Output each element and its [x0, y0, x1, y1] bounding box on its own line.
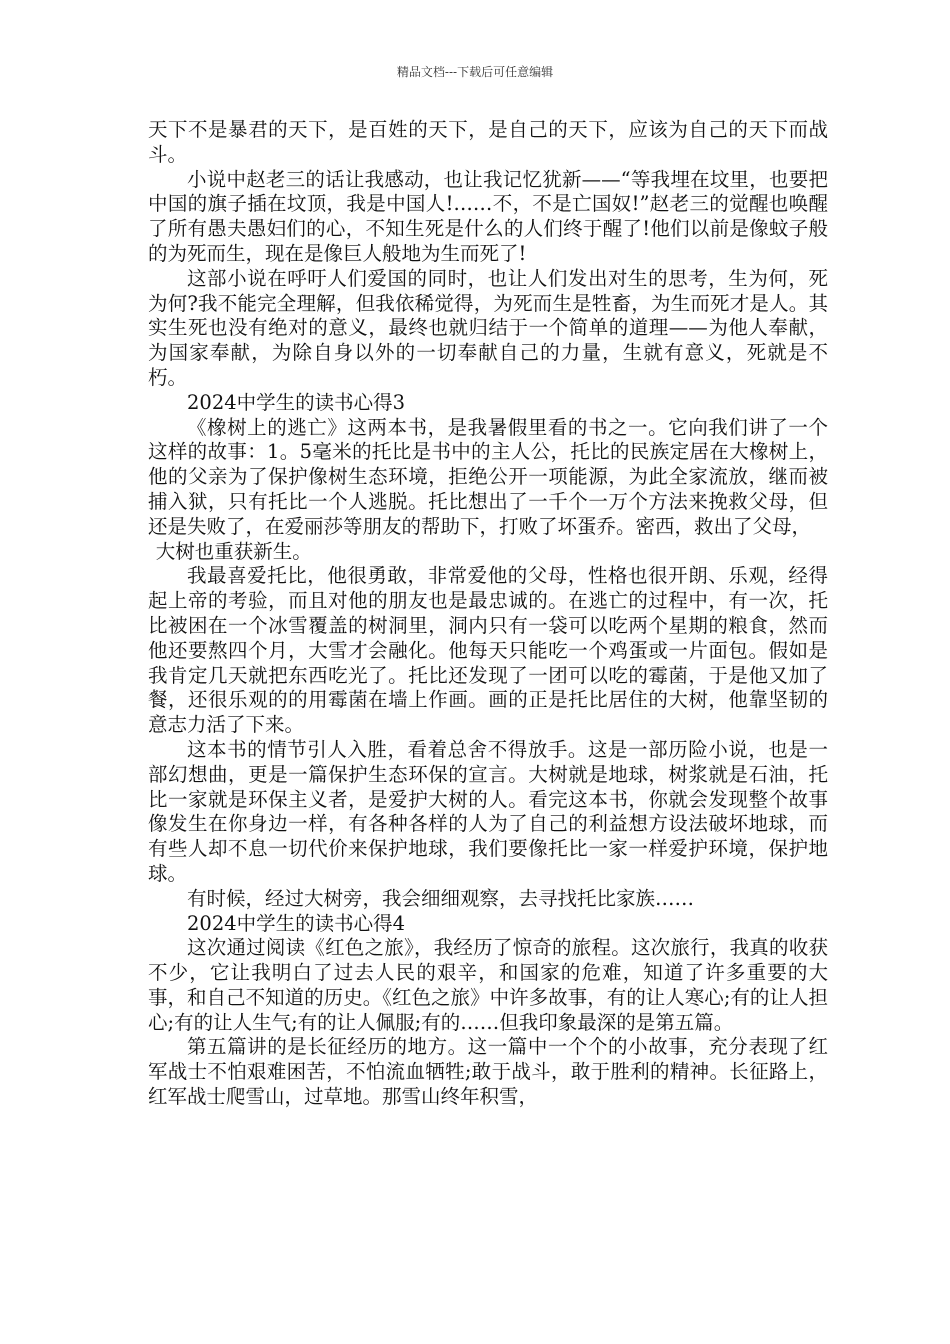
paragraph-11: 这次通过阅读《红色之旅》，我经历了惊奇的旅程。这次旅行，我真的收获不少，它让我明白了过去人民的艰辛，和国家的危难，知道了许多重要的大事，和自己不知道的历史。《红色之旅》中许多故事，有的让人寒心;有的让人担心;有的让人生气;有的让人佩服;有的……但我印象最深的是第五篇。: [148, 936, 828, 1034]
paragraph-3: 这部小说在呼吁人们爱国的同时，也让人们发出对生的思考，生为何，死为何?我不能完全理解，但我依稀觉得，为死而生是牲畜，为生而死才是人。其实生死也没有绝对的意义，最终也就归结于一个简单的道理——为他人奉献，为国家奉献，为除自身以外的一切奉献自己的力量，生就有意义，死就是不朽。: [148, 266, 828, 389]
paragraph-2: 小说中赵老三的话让我感动，也让我记忆犹新——“等我埋在坟里，也要把中国的旗子插在坟顶，我是中国人!……不，不是亡国奴!”赵老三的觉醒也唤醒了所有愚夫愚妇们的心，不知生死是什么的人们终于醒了!他们以前是像蚊子般的为死而生，现在是像巨人般地为生而死了!: [148, 167, 828, 265]
paragraph-8: 这本书的情节引人入胜，看着总舍不得放手。这是一部历险小说，也是一部幻想曲，更是一篇保护生态环保的宣言。大树就是地球，树浆就是石油，托比一家就是环保主义者，是爱护大树的人。看完这本书，你就会发现整个故事像发生在你身边一样，有各种各样的人为了自己的利益想方设法破坏地球，而有些人却不息一切代价来保护地球，我们要像托比一家一样爱护环境，保护地球。: [148, 737, 828, 885]
paragraph-6: 大树也重获新生。: [155, 539, 312, 563]
section-heading-4: 2024中学生的读书心得4: [187, 911, 406, 935]
paragraph-5: 《橡树上的逃亡》这两本书，是我暑假里看的书之一。它向我们讲了一个这样的故事：1。5毫米的托比是书中的主人公，托比的民族定居在大橡树上，他的父亲为了保护像树生态环境，拒绝公开一项能源，为此全家流放，继而被捕入狱，只有托比一个人逃脱。托比想出了一千个一万个方法来挽救父母，但还是失败了，在爱丽莎等朋友的帮助下，打败了坏蛋乔。密西，救出了父母，: [148, 415, 828, 538]
page-header: 精品文档---下载后可任意编辑: [396, 65, 554, 79]
paragraph-9: 有时候，经过大树旁，我会细细观察，去寻找托比家族……: [187, 886, 695, 910]
paragraph-12: 第五篇讲的是长征经历的地方。这一篇中一个个的小故事，充分表现了红军战士不怕艰难困苦，不怕流血牺牲;敢于战斗，敢于胜利的精神。长征路上，红军战士爬雪山，过草地。那雪山终年积雪，: [148, 1035, 828, 1109]
section-heading-3: 2024中学生的读书心得3: [187, 390, 406, 414]
paragraph-1: 天下不是暴君的天下，是百姓的天下，是自己的天下，应该为自己的天下而战斗。: [148, 118, 828, 166]
paragraph-7: 我最喜爱托比，他很勇敢，非常爱他的父母，性格也很开朗、乐观，经得起上帝的考验，而且对他的朋友也是最忠诚的。在逃亡的过程中，有一次，托比被困在一个冰雪覆盖的树洞里，洞内只有一袋可以吃两个星期的粮食，然而他还要熬四个月，大雪才会融化。他每天只能吃一个鸡蛋或一片面包。假如是我肯定几天就把东西吃光了。托比还发现了一团可以吃的霉菌，于是他又加了餐，还很乐观的的用霉菌在墙上作画。画的正是托比居住的大树，他靠坚韧的意志力活了下来。: [148, 564, 828, 737]
document-body: [148, 118, 828, 1110]
